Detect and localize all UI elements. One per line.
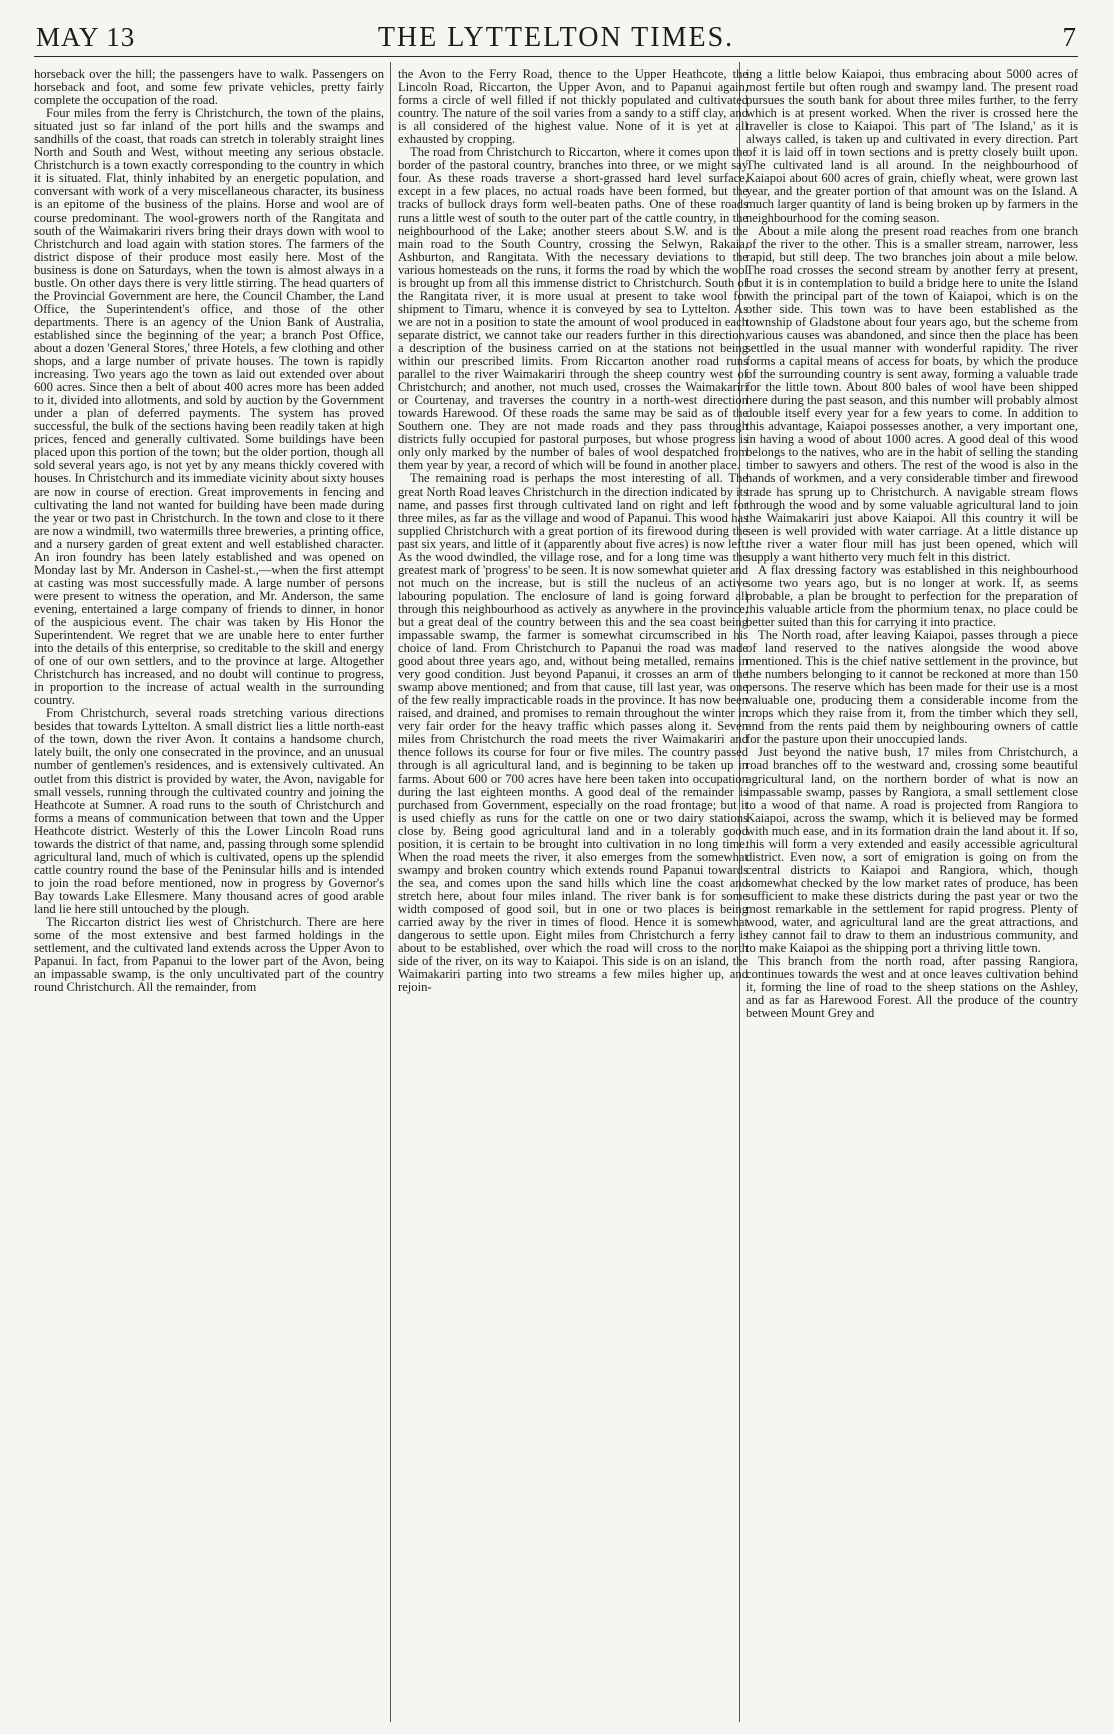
column-rule xyxy=(390,62,391,1722)
paragraph: The road from Christchurch to Riccarton, where it comes upon the border of the pastoral country, branches into three, or we might say four. As these roads traverse a short-grassed hard level surface, except in a few places, no actual roads have been formed, but the tracks of bullock drays form well-beaten paths. One of these roads runs a little west of south to the outer part of the cattle country, in the neighbourhood of the Lake; another steers about S.W. and is the main road to the South Country, crossing the Selwyn, Rakaia, Ashburton, and Rangitata. With the necessary deviations to the various homesteads on the runs, it forms the road by which the wool is brought up from all this immense district to Christchurch. South of the Rangitata river, it is more usual at present to take wool for shipment to Timaru, whence it is conveyed by sea to Lyttelton. As we are not in a position to state the amount of wool produced in each separate district, we cannot take our readers further in this direction, a description of the business carried on at the stations not being within our prescribed limits. From Riccarton another road runs parallel to the river Waimakariri through the sheep country west of Christchurch; and another, not much used, crosses the Waimakariri or Courtenay, and traverses the country in a north-west direction towards Harewood. Of these roads the same may be said as of the Southern one. They are not made roads and they pass through districts fully occupied for pastoral purposes, but whose progress is only only marked by the number of bales of wool despatched from them year by year, a record of which will be found in another place. xyxy=(398,145,748,473)
paragraph: About a mile along the present road reaches from one branch of the river to the other. This is a smaller stream, narrower, less rapid, but still deep. The two branches join about a mile below. The road crosses the second stream by another ferry at present, but it is in contemplation to build a bridge here to unite the Island with the principal part of the town of Kaiapoi, which is on the other side. This town was to have been established as the township of Gladstone about four years ago, but the scheme from various causes was abandoned, and since then the place has been settled in the usual manner with wonderful rapidity. The river forms a capital means of access for boats, by which the produce of the surrounding country is sent away, forming a valuable trade for the little town. About 800 bales of wool have been shipped here during the past season, and this number will probably almost double itself every year for a few years to come. In addition to this advantage, Kaiapoi possesses another, a very important one, in having a wood of about 1000 acres. A good deal of this wood belongs to the natives, who are in the habit of selling the standing timber to sawyers and others. The rest of the wood is also in the hands of workmen, and a very considerable timber and firewood trade has sprung up to Christchurch. A navigable stream flows through the wood and by some valuable agricultural land to join the Waimakariri just above Kaiapoi. All this country it will be seen is well provided with water carriage. At a little distance up the river a water flour mill has just been opened, which will supply a want hitherto very much felt in this district. xyxy=(746,223,1078,564)
paragraph: ing a little below Kaiapoi, thus embracing about 5000 acres of most fertile but often rough and swampy land. The present road pursues the south bank for about three miles further, to the ferry which is at present worked. When the river is crossed here the traveller is close to Kaiapoi. This part of 'The Island,' as it is always called, is taken up and cultivated in every direction. Part of it is laid off in town sections and is pretty closely built upon. The cultivated land is all around. In the neighbourhood of Kaiapoi about 600 acres of grain, chiefly wheat, were grown last year, and the greater portion of that amount was on the Island. A much larger quantity of land is being broken up by farmers in the neighbourhood for the coming season. xyxy=(746,68,1078,225)
paragraph: A flax dressing factory was established in this neighbourhood some two years ago, but is no longer at work. If, as seems probable, a plan be brought to perfection for the preparation of this valuable article from the phormium tenax, no place could be better suited than this for carrying it into practice. xyxy=(746,562,1078,629)
paragraph: Four miles from the ferry is Christchurch, the town of the plains, situated just so far inland of the port hills and the swamps and sandhills of the coast, that roads can stretch in tolerably straight lines North and South and West, without meeting any serious obstacle. Christchurch is a town exactly corresponding to the country in which it is situated. Flat, thinly inhabited by an energetic population, and conversant with work of a very miscellaneous character, its business is an epitome of the business of the plains. Horse and wool are of course predominant. The wool-growers north of the Rangitata and south of the Waimakariri rivers bring their drays down with wool to Christchurch and load again with station stores. The farmers of the district dispose of their produce most easily here. Most of the business is done on Saturdays, when the town is almost always in a bustle. On other days there is very little stirring. The head quarters of the Provincial Government are here, the Council Chamber, the Land Office, the Superintendent's office, and those of the other departments. There is an agency of the Union Bank of Australia, established since the beginning of the year; a branch Post Office, about a dozen 'General Stores,' three Hotels, a few clothing and other shops, and a large number of private houses. The town is rapidly increasing. Two years ago the town as laid out extended over about 600 acres. Since then a belt of about 400 acres more has been added to it, divided into allotments, and sold by auction by the Government under a plan of deferred payments. The system has proved successful, the bulk of the sections having been readily taken at high prices, fenced and generally cultivated. Some buildings have been placed upon this portion of the town; but the older portion, though all sold several years ago, is not yet by any means thickly covered with houses. In Christchurch and its immediate vicinity about sixty houses are now in course of erection. Great improvements in fencing and cultivating the land not wanted for building have been made during the year or two past in Christchurch. In the town and close to it there are now a windmill, two watermills three breweries, a printing office, and a nursery garden of great extent and well established character. An iron foundry has been lately established and was opened on Monday last by Mr. Anderson in Cashel-st.,—when the first attempt at casting was most successfully made. A large number of persons were present to witness the operation, and Mr. Anderson, the same evening, entertained a large company of friends to dinner, in honor of the auspicious event. The chair was taken by His Honor the Superintendent. We regret that we are unable here to enter further into the details of this enterprise, so creditable to the skill and energy of one of our own settlers, and to the province at large. Altogether Christchurch has increased, and no doubt will continue to progress, in proportion to the increase of actual wealth in the surrounding country. xyxy=(34,106,384,708)
paragraph: Just beyond the native bush, 17 miles from Christchurch, a road branches off to the westward and, crossing some beautiful agricultural land, on the northern border of what is now an impassable swamp, passes by Rangiora, a small settlement close to a wood of that name. A road is projected from Rangiora to Kaiapoi, across the swamp, which it is believed may be formed with much ease, and in its formation drain the land about it. If so, this will form a very extended and easily accessible agricultural district. Even now, a sort of emigration is going on from the central districts to Kaiapoi and Rangiora, which, though somewhat checked by the low market rates of produce, has been sufficient to make these districts during the past year or two the most remarkable in the settlement for rapid progress. Plenty of wood, water, and agricultural land are the great attractions, and they cannot fail to draw to them an industrious community, and to make Kaiapoi as the shipping port a thriving little town. xyxy=(746,745,1078,956)
paragraph: The Riccarton district lies west of Christchurch. There are here some of the most extensive and best farmed holdings in the settlement, and the cultivated land extends across the Upper Avon to Papanui. In fact, from Papanui to the lower part of the Avon, being an impassable swamp, is the only uncultivated part of the country round Christchurch. All the remainder, from xyxy=(34,915,384,995)
column-2 xyxy=(398,68,748,1720)
paragraph: the Avon to the Ferry Road, thence to the Upper Heathcote, the Lincoln Road, Riccarton, the Upper Avon, and to Papanui again, forms a circle of well filled if not thickly populated and cultivated country. The nature of the soil varies from a sandy to a stiff clay, and is all considered of the highest value. None of it is yet at all exhausted by cropping. xyxy=(398,68,748,147)
paragraph: The North road, after leaving Kaiapoi, passes through a piece of land reserved to the natives alongside the wood above mentioned. This is the chief native settlement in the province, but the numbers belonging to it cannot be reckoned at more than 150 persons. The reserve which has been made for their use is a most valuable one, producing them a considerable income from the crops which they raise from it, from the timber which they sell, and from the rents paid them by neighbouring owners of cattle for the pasture upon their unoccupied lands. xyxy=(746,628,1078,747)
paragraph: From Christchurch, several roads stretching various directions besides that towards Lyttelton. A small district lies a little north-east of the town, down the river Avon. It contains a handsome church, lately built, the only one consecrated in the province, and an unusual number of gentlemen's residences, and is extensively cultivated. An outlet from this district is provided by water, the Avon, navigable for small vessels, running through the cultivated country and joining the Heathcote at Sumner. A road runs to the south of Christchurch and forms a means of communication between that town and the Upper Heathcote district. Westerly of this the Lower Lincoln Road runs towards the district of that name, and, passing through some splendid agricultural land, much of which is cultivated, opens up the splendid cattle country round the base of the Peninsular hills and is intended to join the road before mentioned, now in progress by Governor's Bay towards Lake Ellesmere. Many thousand acres of good arable land lie here still untouched by the plough. xyxy=(34,706,384,916)
paragraph: The remaining road is perhaps the most interesting of all. The great North Road leaves Christchurch in the direction indicated by its name, and passes first through cultivated land on right and left for three miles, as far as the village and wood of Papanui. This wood has supplied Christchurch with a great portion of its firewood during the past six years, and little of it (apparently about five acres) is now left. As the wood dwindled, the village rose, and for a long time was the greatest mark of 'progress' to be seen. It is now somewhat quieter and not much on the increase, but is still the nucleus of an active labouring population. The enclosure of land is going forward all through this neighbourhood as actively as anywhere in the province, but a great deal of the country between this and the sea coast being impassable swamp, the farmer is somewhat circumscribed in his choice of land. From Christchurch to Papanui the road was made good about three years ago, and, without being metalled, remains in very good condition. Just beyond Papanui, it crosses an arm of the swamp above mentioned; and from that cause, till last year, was one of the few really impracticable roads in the province. It has now been raised, and drained, and promises to remain throughout the winter in very fair order for the heavy traffic which passes along it. Seven miles from Christchurch the road meets the river Waimakariri and thence follows its course for four or five miles. The country passed through is all agricultural land, and is beginning to be taken up in farms. About 600 or 700 acres have here been taken into occupation during the last eighteen months. A good deal of the remainder is purchased from Government, especially on the road frontage; but it is used chiefly as runs for the cattle on one or two dairy stations close by. Being good agricultural land and in a tolerably good position, it is certain to be brought into cultivation in no long time. When the road meets the river, it also emerges from the somewhat swampy and broken country which extends round Papanui towards the sea, and comes upon the sand hills which line the coast and stretch here, about four miles inland. The river bank is for some width composed of good soil, but in one or two places is being carried away by the river in times of flood. Hence it is somewhat dangerous to settle upon. Eight miles from Christchurch a ferry is about to be established, over which the road will cross to the north side of the river, on its way to Kaiapoi. This side is on an island, the Waimakariri parting into two streams a few miles higher up, and rejoin- xyxy=(398,471,748,995)
newspaper-title: THE LYTTELTON TIMES. xyxy=(377,22,735,53)
paragraph: This branch from the north road, after passing Rangiora, continues towards the west and at once leaves cultivation behind it, forming the line of road to the sheep stations on the Ashley, and as far as Harewood Forest. All the produce of the country between Mount Grey and xyxy=(746,954,1078,1021)
issue-date: MAY 13 xyxy=(36,22,136,52)
page-number: 7 xyxy=(1062,22,1076,52)
column-1 xyxy=(34,68,384,1720)
column-3 xyxy=(746,68,1078,1720)
paragraph: horseback over the hill; the passengers have to walk. Passengers on horseback and foot, and some few private vehicles, pretty fairly complete the occupation of the road. xyxy=(34,68,384,108)
masthead xyxy=(34,18,1078,57)
